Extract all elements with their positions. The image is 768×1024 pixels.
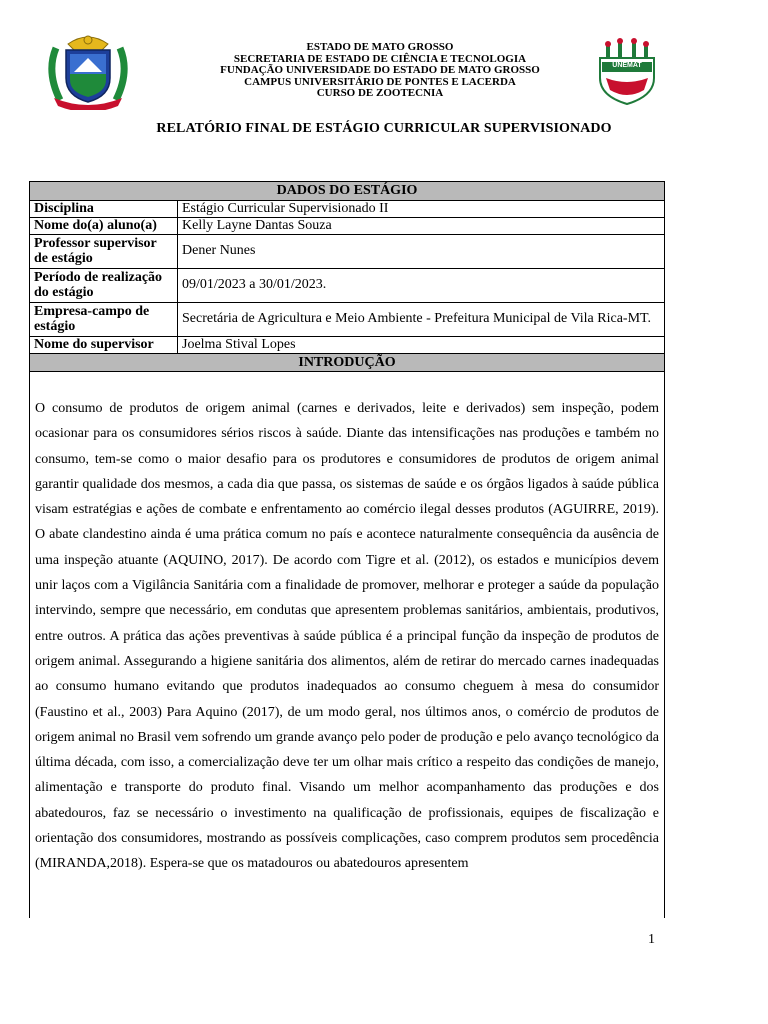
row-value-professor: Dener Nunes — [178, 234, 665, 268]
mato-grosso-coat-of-arms-logo — [44, 28, 132, 110]
row-label-discipline: Disciplina — [30, 200, 178, 217]
header-line-foundation: FUNDAÇÃO UNIVERSIDADE DO ESTADO DE MATO GROSSO — [220, 64, 540, 77]
table-row — [30, 302, 665, 336]
header-line-campus: CAMPUS UNIVERSITÁRIO DE PONTES E LACERDA — [244, 75, 516, 88]
table-row — [30, 200, 665, 217]
introduction-paragraph: O consumo de produtos de origem animal (carnes e derivados, leite e derivados) sem inspeção, podem ocasionar para os consumidores sérios riscos à saúde. Diante das intensificações nas produções e também no consumo, tem-se como o maior desafio para os produtores e consumidores de produtos de origem animal garantir qualidade dos mesmos, a cada dia que passa, os sistemas de saúde e os órgãos ligados à saúde pública visam estratégias e ações de combate e enfrentamento ao comércio ilegal desses produtos (AGUIRRE, 2019). O abate clandestino ainda é uma prática comum no país e acontece naturalmente consequência da ausência de uma inspeção atuante (AQUINO, 2017). De acordo com Tigre et al. (2012), os estados e municípios devem unir laços com a Vigilância Sanitária com a finalidade de promover, melhorar e proteger a saúde da população intervindo, sempre que necessário, em condutas que apresentem problemas sanitários, ambientais, produtivos, entre outros. A prática das ações preventivas à saúde pública é a principal função da inspeção de produtos de origem animal. Assegurando a higiene sanitária dos alimentos, além de retirar do mercado carnes inadequadas ao consumo humano evitando que produtos inadequados ao consumo cheguem à mesa do consumidor (Faustino et al., 2003) Para Aquino (2017), de um modo geral, nos últimos anos, o comércio de produtos de origem animal no Brasil vem sofrendo um grande avanço pelo poder de produção e pelo avanço tecnológico da última década, com isso, a comercialização deve ter um olhar mais crítico a respeito das condições de manejo, alimentação e transporte do produto final. Visando um melhor acompanhamento das produções e dos abatedouros, faz se necessário o investimento na qualificação de profissionais, equipes de fiscalização e orientação dos consumidores, mostrando as possíveis complicações, caso comprem produtos sem procedência (MIRANDA,2018). Espera-se que os matadouros ou abatedouros apresentem — [35, 401, 659, 872]
row-label-period: Período de realização do estágio — [30, 268, 178, 302]
row-value-supervisor: Joelma Stival Lopes — [178, 336, 665, 353]
header-line-course: CURSO DE ZOOTECNIA — [316, 87, 444, 100]
header-line-state: ESTADO DE MATO GROSSO — [306, 41, 454, 53]
row-value-company: Secretária de Agricultura e Meio Ambiente - Prefeitura Municipal de Vila Rica-MT. — [178, 302, 665, 336]
row-value-student: Kelly Layne Dantas Souza — [178, 217, 665, 234]
header-line-secretariat: SECRETARIA DE ESTADO DE CIÊNCIA E TECNOLOGIA — [233, 52, 527, 65]
table-section-title: DADOS DO ESTÁGIO — [30, 182, 665, 201]
row-label-professor: Professor supervisor de estágio — [30, 234, 178, 268]
row-label-student: Nome do(a) aluno(a) — [30, 217, 178, 234]
introduction-section — [29, 370, 665, 918]
table-row — [30, 234, 665, 268]
row-label-company: Empresa-campo de estágio — [30, 302, 178, 336]
table-row — [30, 336, 665, 353]
row-value-discipline: Estágio Curricular Supervisionado II — [178, 200, 665, 217]
row-label-supervisor: Nome do supervisor — [30, 336, 178, 353]
report-title: RELATÓRIO FINAL DE ESTÁGIO CURRICULAR SUPERVISIONADO — [156, 121, 612, 136]
introduction-heading: INTRODUÇÃO — [30, 353, 665, 372]
page-number: 1 — [648, 932, 655, 947]
row-value-period: 09/01/2023 a 30/01/2023. — [178, 268, 665, 302]
table-row — [30, 217, 665, 234]
internship-data-table — [29, 181, 665, 372]
unemat-logo-text: UNEMAT — [612, 62, 642, 69]
table-row — [30, 268, 665, 302]
institution-header — [140, 42, 620, 100]
